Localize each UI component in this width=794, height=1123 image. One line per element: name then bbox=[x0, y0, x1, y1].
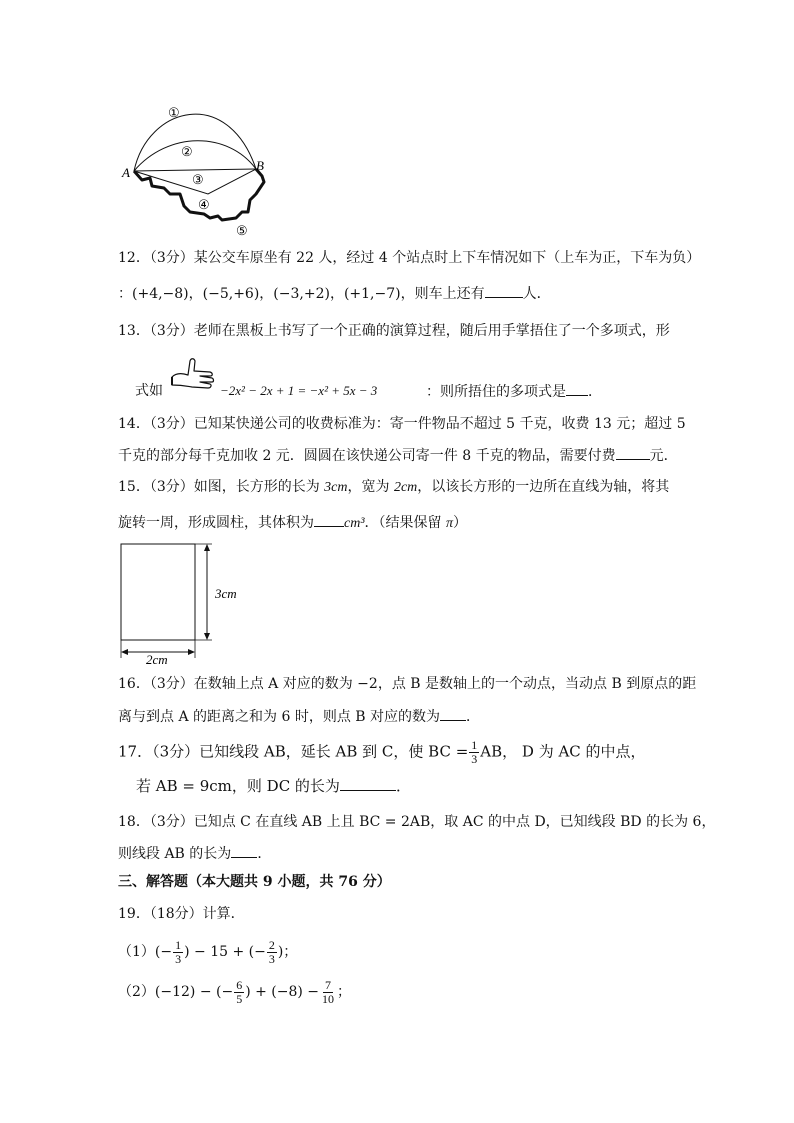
section-heading: 三、解答题（本大题共 9 小题，共 76 分） bbox=[118, 874, 391, 890]
q18-end: ． bbox=[257, 846, 272, 862]
q15-line1 bbox=[118, 477, 669, 498]
figure-paths-a-b bbox=[118, 96, 278, 241]
q19-title: 19．（18分）计算． bbox=[118, 906, 245, 922]
label-b: B bbox=[256, 158, 264, 173]
q19-p2-a: （2）(−12) − (− bbox=[118, 984, 234, 1000]
fraction-7-10 bbox=[320, 979, 336, 1006]
q19-part1 bbox=[118, 936, 297, 968]
q14-end: 元． bbox=[649, 448, 678, 464]
fraction-1-3 bbox=[173, 939, 183, 966]
q12-line2 bbox=[118, 283, 551, 304]
q18-line1: 18．（3分）已知点 C 在直线 AB 上且 BC = 2AB，取 AC 的中点 D，已知线段 BD 的长为 6， bbox=[118, 814, 716, 830]
label-a: A bbox=[122, 165, 130, 180]
q18-line2 bbox=[118, 843, 271, 864]
width-label: 2cm bbox=[146, 652, 168, 667]
hand-icon bbox=[170, 357, 216, 391]
answer-blank bbox=[566, 381, 588, 396]
frac-den: 3 bbox=[175, 951, 182, 966]
q19-part2 bbox=[118, 976, 351, 1008]
label-path-1: ① bbox=[168, 105, 180, 120]
q19-p1-b: ) − 15 + (− bbox=[184, 944, 266, 960]
answer-blank bbox=[314, 512, 344, 527]
q17-line2 bbox=[136, 776, 411, 796]
frac-den: 3 bbox=[471, 752, 478, 766]
frac-den: 3 bbox=[268, 951, 275, 966]
q14-text: 千克的部分每千克加收 2 元．圆圆在该快递公司寄一件 8 千克的物品，需要付费 bbox=[118, 448, 616, 464]
q15-text-a: 15．（3分）如图，长方形的长为 bbox=[118, 479, 325, 495]
frac-num: 1 bbox=[471, 738, 478, 752]
answer-blank bbox=[231, 843, 257, 858]
q16-line1: 16．（3分）在数轴上点 A 对应的数为 −2，点 B 是数轴上的一个动点，当动点 B 到原点的距 bbox=[118, 676, 697, 692]
path-1-arc bbox=[134, 114, 256, 171]
frac-den: 5 bbox=[236, 991, 243, 1006]
fraction-6-5 bbox=[234, 979, 244, 1006]
q19-p2-c: ； bbox=[337, 984, 352, 1000]
q13-expression: −2x² − 2x + 1 = −x² + 5x − 3 bbox=[220, 383, 378, 398]
label-path-5: ⑤ bbox=[236, 223, 248, 238]
q14-line1: 14．（3分）已知某快递公司的收费标准为：寄一件物品不超过 5 千克，收费 13 元；超过 5 bbox=[118, 416, 686, 432]
q16-text: 离与到点 A 的距离之和为 6 时，则点 B 对应的数为 bbox=[118, 709, 441, 725]
frac-num: 6 bbox=[236, 977, 243, 992]
q16-line2 bbox=[118, 706, 480, 727]
label-path-3: ③ bbox=[192, 172, 204, 187]
q15-width: 2cm bbox=[393, 480, 418, 495]
fraction-2-3 bbox=[267, 939, 277, 966]
q15-text-e: ，以该长方形的一边所在直线为轴，将其 bbox=[417, 479, 670, 495]
q19-p1-a: （1）(− bbox=[118, 944, 173, 960]
frac-num: 1 bbox=[175, 937, 182, 952]
q17-text-2: 若 AB = 9cm，则 DC 的长为 bbox=[136, 777, 340, 795]
rectangle-figure bbox=[112, 538, 262, 668]
frac-num: 2 bbox=[268, 937, 275, 952]
answer-blank bbox=[616, 445, 650, 460]
label-path-2: ② bbox=[181, 144, 193, 159]
q13-end: ． bbox=[588, 384, 602, 400]
q18-text: 则线段 AB 的长为 bbox=[118, 846, 232, 862]
q19-p2-b: ) + (−8) − bbox=[245, 984, 320, 1000]
answer-blank bbox=[485, 283, 523, 298]
q16-end: ． bbox=[466, 709, 481, 725]
q17-line1 bbox=[118, 739, 646, 766]
path-2-arc bbox=[134, 141, 256, 171]
path-3-line bbox=[134, 169, 256, 171]
q15-length: 3cm bbox=[324, 480, 348, 495]
answer-blank bbox=[340, 776, 396, 791]
q12-text: ：(+4,−8)，(−5,+6)，(−3,+2)，(+1,−7)，则车上还有 bbox=[118, 286, 485, 302]
height-label: 3cm bbox=[215, 586, 237, 601]
q15-line2 bbox=[118, 512, 467, 534]
q15-text-c: ，宽为 bbox=[347, 479, 394, 495]
answer-blank bbox=[440, 706, 466, 721]
q15-text-2a: 旋转一周，形成圆柱，其体积为 bbox=[118, 515, 314, 531]
q13-line2-prefix: 式如 bbox=[135, 383, 163, 399]
fraction-one-third bbox=[469, 739, 479, 766]
label-path-4: ④ bbox=[198, 197, 210, 212]
q15-pi: π bbox=[445, 516, 453, 531]
q14-line2 bbox=[118, 445, 678, 466]
q17-text-b: AB， D 为 AC 的中点， bbox=[480, 742, 646, 761]
q15-text-2e: ） bbox=[453, 515, 467, 531]
q13-text: ：则所捂住的多项式是 bbox=[426, 384, 566, 400]
frac-den: 10 bbox=[322, 991, 335, 1006]
q17-end: ． bbox=[395, 777, 411, 795]
rectangle bbox=[121, 544, 195, 640]
q13-line1: 13．（3分）老师在黑板上书写了一个正确的演算过程，随后用手掌捂住了一个多项式，形 bbox=[118, 323, 670, 339]
q12-end: 人． bbox=[522, 286, 551, 302]
q15-unit: cm³ bbox=[344, 516, 365, 531]
q13-line2 bbox=[426, 381, 602, 402]
q15-text-2c: ．（结果保留 bbox=[364, 515, 446, 531]
q19-p1-c: )； bbox=[277, 944, 298, 960]
q12-line1: 12．（3分）某公交车原坐有 22 人，经过 4 个站点时上下车情况如下（上车为正，下车为负） bbox=[118, 250, 701, 266]
q17-text-a: 17．（3分）已知线段 AB，延长 AB 到 C，使 BC = bbox=[118, 742, 469, 761]
frac-num: 7 bbox=[325, 977, 332, 992]
